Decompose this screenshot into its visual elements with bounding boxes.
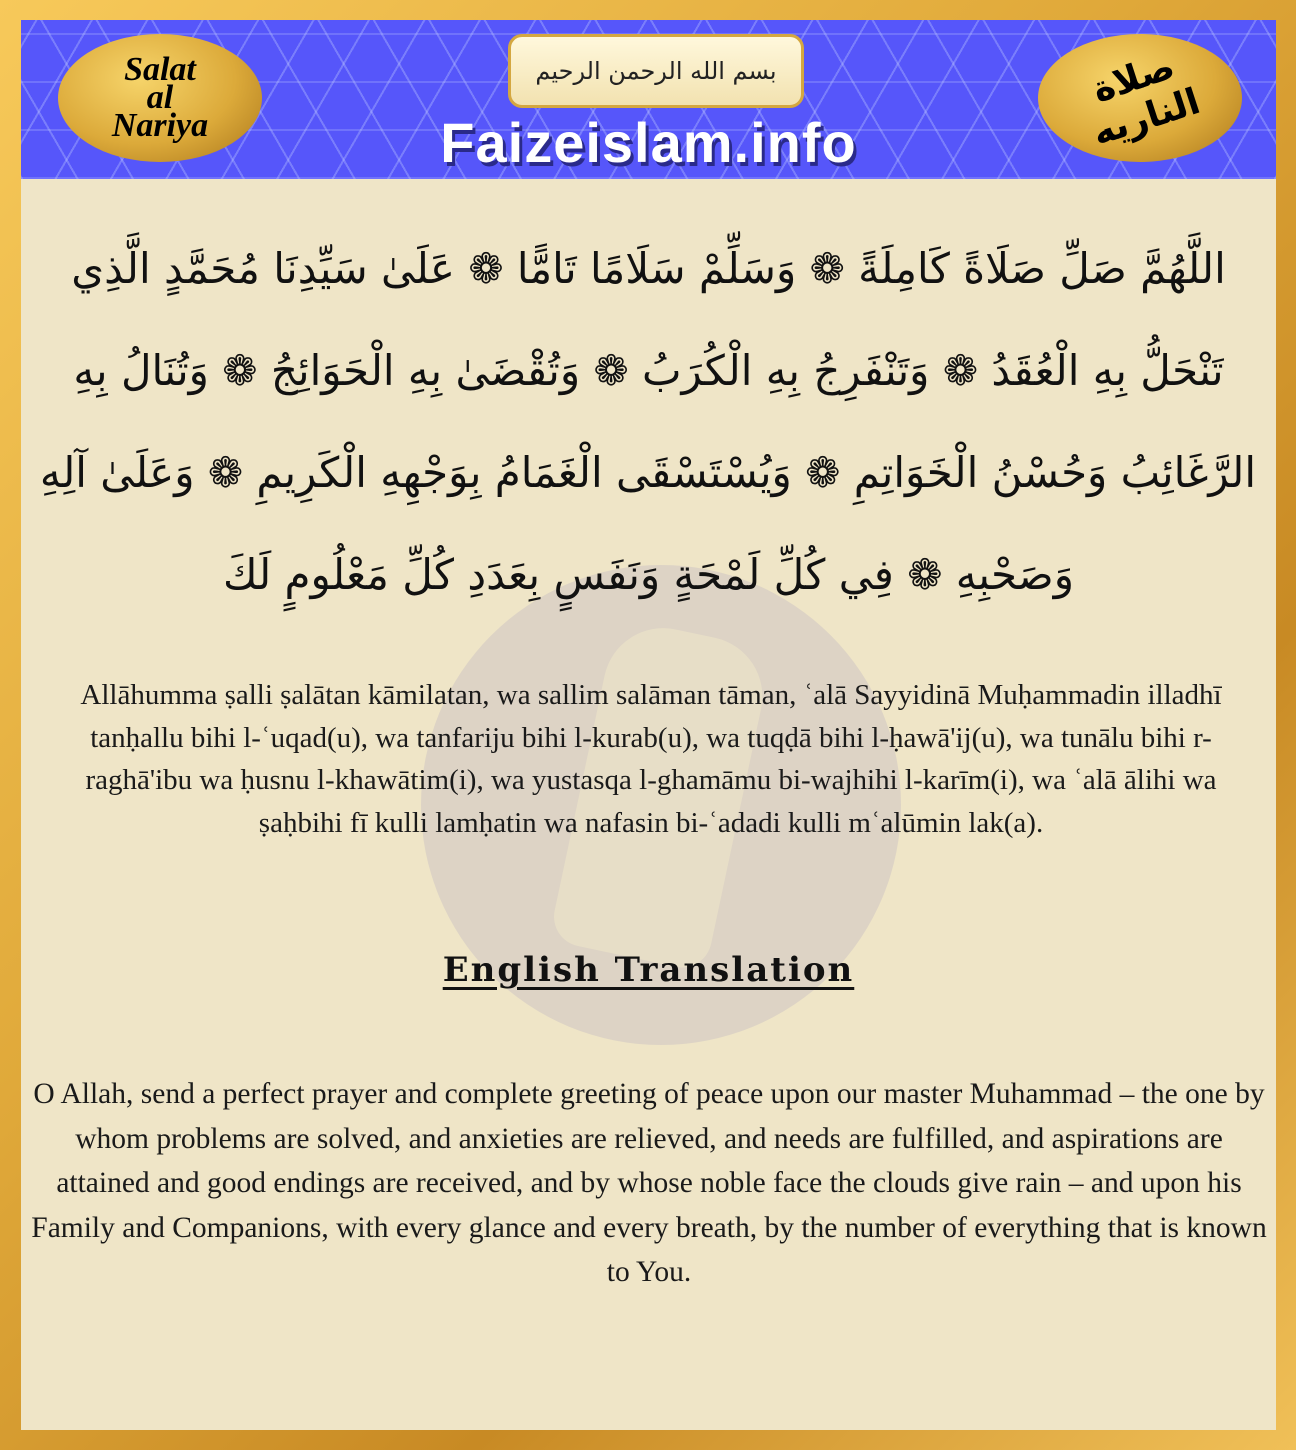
title-arabic: صلاة الناريه xyxy=(1087,46,1206,155)
transliteration: Allāhumma ṣalli ṣalātan kāmilatan, wa sallim salāman tāman, ʿalā Sayyidinā Muḥammadin illadhī tanḥallu bihi l-ʿuqad(u), wa tanfariju bihi l-kurab(u), wa tuqḍā bihi l-ḥawā'ij(u), wa tunālu bihi r-raghā'ibu wa ḥusnu l-khawātim(i), wa yustasqa l-ghamāmu bi-wajhihi l-karīm(i), wa ʿalā ālihi wa ṣaḥbihi fī kulli lamḥatin wa nafasin bi-ʿadadi kulli mʿalūmin lak(a). xyxy=(80,679,1222,839)
translation-heading xyxy=(21,950,1276,990)
arabic-line: اللَّهُمَّ صَلِّ صَلَاةً كَامِلَةً ❁ وَسَلِّمْ سَلَامًا تَامًّا ❁ عَلَىٰ سَيِّدِنَا مُحَمَّدٍ الَّذِي xyxy=(71,244,1226,293)
english-translation: O Allah, send a perfect prayer and complete greeting of peace upon our master Muhammad – the one by whom problems are solved, and anxieties are relieved, and needs are fulfilled, and aspirations are attained and good endings are received, and by whose noble face the clouds give rain – and upon his Family and Companions, with every glance and every breath, by the number of everything that is known to You. xyxy=(31,1078,1267,1288)
arabic-text xyxy=(41,218,1256,626)
site-name: Faizeislam.info xyxy=(440,111,857,174)
arabic-line: وَصَحْبِهِ ❁ فِي كُلِّ لَمْحَةٍ وَنَفَسٍ بِعَدَدِ كُلِّ مَعْلُومٍ لَكَ xyxy=(222,550,1074,599)
title-medal-arabic xyxy=(1038,34,1242,162)
arabic-line: تَنْحَلُّ بِهِ الْعُقَدُ ❁ وَتَنْفَرِجُ بِهِ الْكُرَبُ ❁ وَتُقْضَىٰ بِهِ الْحَوَائِجُ ❁ وَتُنَالُ بِهِ xyxy=(73,346,1224,395)
title-english: Salat al Nariya xyxy=(111,51,209,144)
header-banner xyxy=(21,20,1276,179)
bismillah-text: بسم الله الرحمن الرحيم xyxy=(535,57,777,85)
page-frame xyxy=(21,20,1276,1430)
bismillah-plaque xyxy=(508,34,804,108)
translation-heading-text: English Translation xyxy=(442,950,855,990)
arabic-line: الرَّغَائِبُ وَحُسْنُ الْخَوَاتِمِ ❁ وَيُسْتَسْقَى الْغَمَامُ بِوَجْهِهِ الْكَرِيمِ ❁ وَعَلَىٰ آلِهِ xyxy=(39,448,1256,497)
